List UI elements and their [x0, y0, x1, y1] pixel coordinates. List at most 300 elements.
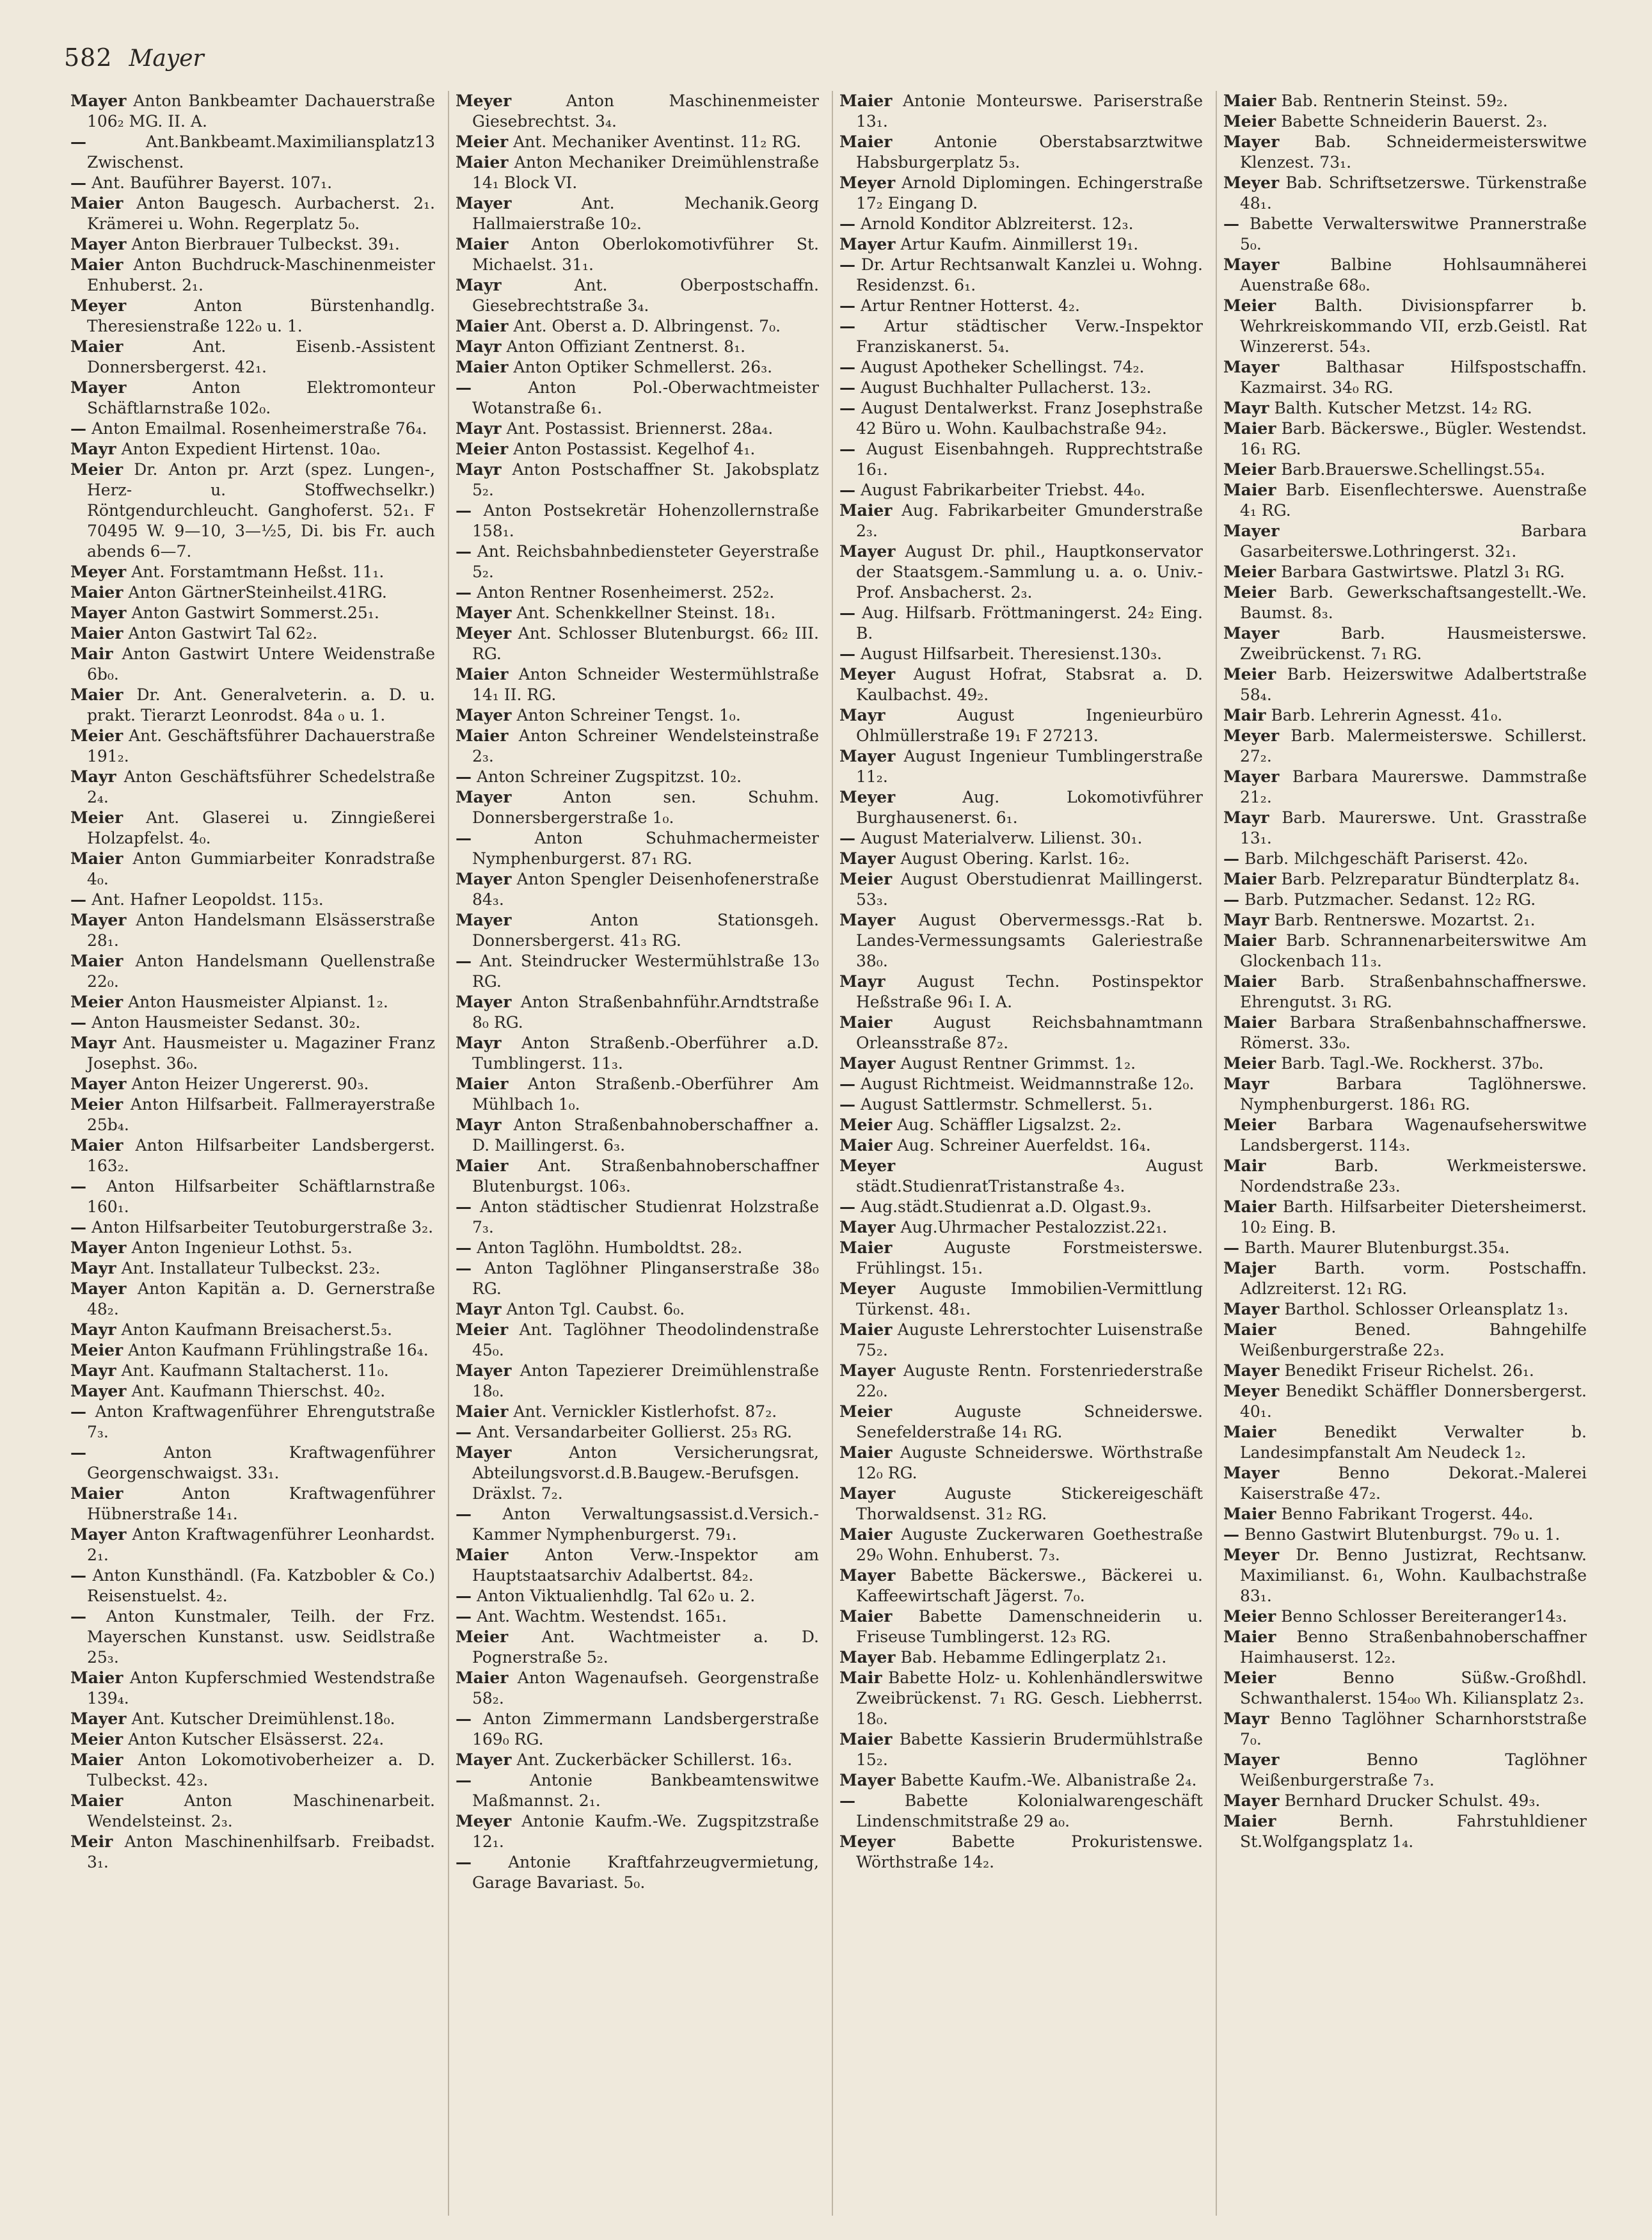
entry-surname: Mayer: [456, 788, 512, 806]
entry-text: Anton Stationsgeh. Donnersbergerst. 41₃ RG.: [472, 911, 819, 950]
entry-text: Ant. Oberpostschaffn. Giesebrechtstraße 3₄.: [472, 276, 820, 315]
directory-entry: [1223, 1381, 1587, 1422]
entry-surname: Mayer: [839, 911, 896, 929]
directory-entry: [456, 337, 819, 357]
entry-surname: —: [839, 1095, 855, 1114]
directory-entry: [1223, 1504, 1587, 1524]
entry-surname: Maier: [839, 1013, 893, 1032]
directory-entry: [1223, 890, 1587, 910]
directory-entry: [839, 1484, 1203, 1524]
entry-text: Bab. Schneidermeisterswitwe Klenzest. 73₁.: [1240, 132, 1587, 172]
entry-text: Ant. Kutscher Dreimühlenst.18₀.: [131, 1709, 395, 1728]
entry-text: Bernh. Fahrstuhldiener St.Wolfgangsplatz 1₄.: [1240, 1812, 1587, 1851]
entry-text: Ant. Zuckerbäcker Schillerst. 16₃.: [516, 1750, 793, 1769]
entry-text: Anton Offiziant Zentnerst. 8₁.: [506, 337, 746, 356]
entry-surname: Mayer: [70, 1382, 127, 1400]
entry-surname: —: [839, 296, 855, 315]
entry-text: Anton Schreiner Wendelsteinstraße 2₃.: [472, 726, 819, 765]
entry-surname: Mayer: [70, 604, 127, 622]
entry-surname: Mayr: [70, 1361, 116, 1380]
directory-entry: [70, 562, 435, 582]
directory-entry: [70, 808, 435, 849]
entry-text: August städt.StudienratTristanstraße 4₃.: [856, 1156, 1203, 1196]
directory-entry: [70, 1832, 435, 1873]
entry-text: Benno Fabrikant Trogerst. 44₀.: [1281, 1505, 1534, 1523]
entry-surname: Meier: [456, 1628, 509, 1646]
directory-entry: [456, 1709, 819, 1750]
directory-entry: [456, 1422, 819, 1443]
directory-entry: [70, 1258, 435, 1279]
entry-surname: Meyer: [70, 296, 127, 315]
entry-text: Aug. Fabrikarbeiter Gmunderstraße 2₃.: [856, 501, 1203, 540]
entry-surname: Mayer: [70, 911, 127, 929]
entry-surname: Mayr: [1223, 808, 1269, 827]
entry-surname: Maier: [456, 1546, 509, 1564]
entry-surname: Maier: [70, 1791, 123, 1810]
entry-text: Anton Hilfsarbeiter Landsbergerst. 163₂.: [87, 1136, 436, 1175]
entry-text: Artur Kaufm. Ainmillerst 19₁.: [900, 235, 1139, 253]
entry-text: Ant. Postassist. Briennerst. 28a₄.: [506, 419, 774, 438]
entry-text: Anton GärtnerSteinheilst.41RG.: [128, 583, 387, 602]
entry-surname: Mayer: [839, 1361, 896, 1380]
entry-text: Anton Postassist. Kegelhof 4₁.: [513, 440, 756, 458]
entry-surname: —: [70, 173, 86, 192]
entry-surname: —: [456, 952, 472, 970]
entry-surname: Mayer: [1223, 522, 1280, 540]
entry-surname: Meier: [1223, 460, 1276, 479]
directory-entry: [1223, 767, 1587, 808]
entry-text: Dr. Anton pr. Arzt (spez. Lungen-, Herz- u. Stoffwechselkr.) Röntgendurchleucht. Ganghoferst. 52₁. F 70495 W. 9—10, 3—½5, Di. bis Fr. auch abends 6—7.: [87, 460, 435, 561]
entry-text: Anton Straßenbahnführ.Arndtstraße 8₀ RG.: [472, 993, 819, 1032]
directory-entry: [456, 1033, 819, 1074]
entry-text: Anton Versicherungsrat, Abteilungsvorst.d.B.Baugew.-Berufsgen. Dräxlst. 7₂.: [472, 1443, 819, 1503]
entry-text: Aug. Schreiner Auerfeldst. 16₄.: [897, 1136, 1151, 1155]
directory-entry: [456, 1238, 819, 1258]
entry-surname: Mayer: [839, 1484, 896, 1503]
entry-surname: Meyer: [1223, 1546, 1280, 1564]
entry-surname: Mayer: [456, 1750, 512, 1769]
directory-entry: [839, 1606, 1203, 1647]
directory-entry: [456, 316, 819, 337]
entry-surname: Meier: [70, 726, 123, 745]
entry-surname: Meier: [839, 1402, 893, 1421]
entry-text: Ant. Hafner Leopoldst. 115₃.: [91, 890, 324, 909]
entry-text: Babette Holz- u. Kohlenhändlerswitwe Zweibrückenst. 7₁ RG. Gesch. Liebherrst. 18₀.: [856, 1668, 1203, 1728]
entry-text: Ant. Kaufmann Thierschst. 40₂.: [131, 1382, 386, 1400]
entry-text: Anton Taglöhner Plinganserstraße 38₀ RG.: [472, 1259, 820, 1298]
entry-surname: Maier: [839, 1443, 893, 1462]
directory-entry: [456, 869, 819, 910]
entry-surname: Maier: [839, 501, 893, 520]
entry-text: Aug. Hilfsarb. Fröttmaningerst. 24₂ Eing. B.: [856, 604, 1203, 643]
entry-text: August Buchhalter Pullacherst. 13₂.: [860, 378, 1152, 397]
directory-entry: [70, 378, 435, 419]
entry-surname: —: [70, 1218, 86, 1236]
entry-surname: Mayr: [839, 706, 886, 724]
entry-surname: —: [456, 1771, 472, 1789]
entry-surname: Meier: [1223, 296, 1276, 315]
directory-entry: [456, 787, 819, 828]
entry-text: Antonie Oberstabsarztwitwe Habsburgerplatz 5₃.: [856, 132, 1203, 172]
entry-text: Anton Gastwirt Tal 62₂.: [128, 624, 318, 643]
entry-surname: Meyer: [839, 665, 896, 684]
directory-entry: [839, 316, 1203, 357]
entry-surname: Mair: [1223, 706, 1266, 724]
directory-entry: [456, 767, 819, 787]
entry-surname: Meier: [1223, 1668, 1276, 1687]
entry-text: Anton Ingenieur Lothst. 5₃.: [131, 1238, 353, 1257]
directory-entry: [456, 1156, 819, 1197]
entry-text: Anton Hausmeister Sedanst. 30₂.: [91, 1013, 361, 1032]
entry-surname: Mayer: [839, 1054, 896, 1073]
directory-entry: [1223, 1422, 1587, 1463]
directory-entry: [456, 582, 819, 603]
entry-surname: Maier: [839, 132, 893, 151]
directory-entry: [1223, 1074, 1587, 1115]
entry-text: Ant. Wachtm. Westendst. 165₁.: [476, 1607, 727, 1626]
entry-text: Babette Verwalterswitwe Prannerstraße 5₀.: [1240, 214, 1587, 253]
entry-text: Balthasar Hilfspostschaffn. Kazmairst. 34₀ RG.: [1240, 358, 1587, 397]
entry-surname: —: [1223, 214, 1239, 233]
entry-surname: —: [839, 399, 855, 417]
entry-surname: —: [70, 419, 86, 438]
entry-text: Bab. Schriftsetzerswe. Türkenstraße 48₁.: [1240, 173, 1587, 212]
entry-text: Benno Süßw.-Großhdl. Schwanthalerst. 154₀₀ Wh. Kiliansplatz 2₃.: [1240, 1668, 1587, 1708]
entry-surname: Mayer: [70, 1709, 127, 1728]
entry-surname: —: [70, 1177, 86, 1196]
directory-entry: [839, 1402, 1203, 1443]
directory-entry: [839, 1217, 1203, 1238]
directory-entry: [1223, 1545, 1587, 1606]
entry-text: Anton Kunstmaler, Teilh. der Frz. Mayerschen Kunstanst. usw. Seidlstraße 25₃.: [87, 1607, 435, 1667]
entry-surname: Maier: [456, 726, 509, 745]
entry-surname: —: [70, 1607, 86, 1626]
entry-text: August Techn. Postinspektor Heßstraße 96₁ I. A.: [856, 972, 1203, 1011]
entry-surname: Mayer: [839, 1771, 896, 1789]
entry-text: Ant. Mechanik.Georg Hallmaierstraße 10₂.: [472, 194, 819, 233]
entry-text: Anton Buchdruck-Maschinenmeister Enhuberst. 2₁.: [87, 255, 436, 294]
entry-text: Ant. Wachtmeister a. D. Pognerstraße 5₂.: [472, 1628, 819, 1667]
directory-entry: [456, 234, 819, 275]
entry-text: Arnold Diplomingen. Echingerstraße 17₂ Eingang D.: [856, 173, 1203, 212]
entry-text: Anton Kaufmann Breisacherst.5₃.: [121, 1320, 392, 1339]
entry-surname: Maier: [1223, 1197, 1276, 1216]
entry-surname: Maier: [70, 952, 123, 970]
directory-entry: [70, 296, 435, 337]
entry-surname: Meyer: [1223, 726, 1280, 745]
entry-surname: Meier: [1223, 1054, 1276, 1073]
directory-entry: [839, 1443, 1203, 1484]
directory-entry: [1223, 132, 1587, 173]
entry-text: Ant. Straßenbahnoberschaffner Blutenburgst. 106₃.: [472, 1156, 820, 1196]
entry-text: Barb. Eisenflechterswe. Auenstraße 4₁ RG.: [1240, 481, 1587, 520]
directory-entry: [70, 1320, 435, 1340]
entry-surname: Mayr: [839, 972, 886, 991]
entry-surname: Maier: [1223, 1628, 1276, 1646]
directory-entry: [1223, 869, 1587, 890]
directory-entry: [456, 1606, 819, 1627]
entry-surname: Mayr: [70, 1034, 116, 1052]
entry-surname: Mayer: [70, 92, 127, 110]
entry-surname: Mayer: [1223, 132, 1280, 151]
entry-surname: —: [456, 1238, 472, 1257]
entry-surname: Meier: [70, 1341, 123, 1359]
directory-entry: [70, 91, 435, 132]
entry-surname: —: [839, 481, 855, 499]
entry-text: Barb. Putzmacher. Sedanst. 12₂ RG.: [1244, 890, 1536, 909]
directory-entry: [456, 910, 819, 951]
directory-entry: [1223, 91, 1587, 111]
directory-entry: [456, 1402, 819, 1422]
entry-surname: Mayer: [456, 870, 512, 888]
directory-entry: [70, 1361, 435, 1381]
entry-text: Antonie Kraftfahrzeugvermietung, Garage Bavariast. 5₀.: [472, 1853, 819, 1892]
entry-text: Ant. Forstamtmann Heßst. 11₁.: [131, 563, 385, 581]
entry-text: Aug.Uhrmacher Pestalozzist.22₁.: [900, 1218, 1168, 1236]
entry-text: Barb. Schrannenarbeiterswitwe Am Glockenbach 11₃.: [1240, 931, 1587, 970]
entry-text: Anton Bürstenhandlg. Theresienstraße 122₀ u. 1.: [87, 296, 435, 335]
entry-text: August Sattlermstr. Schmellerst. 5₁.: [860, 1095, 1153, 1114]
directory-entry: [839, 603, 1203, 644]
directory-entry: [456, 419, 819, 439]
entry-text: Anton Kunsthändl. (Fa. Katzbobler & Co.) Reisenstuelst. 4₂.: [87, 1566, 435, 1605]
entry-surname: Mayr: [70, 1320, 116, 1339]
entry-surname: —: [1223, 890, 1239, 909]
directory-entry: [70, 910, 435, 951]
directory-entry: [839, 644, 1203, 664]
directory-entry: [70, 460, 435, 562]
entry-surname: Meier: [70, 460, 123, 479]
directory-entry: [70, 644, 435, 685]
entry-text: Barbara Maurerswe. Dammstraße 21₂.: [1240, 767, 1587, 806]
entry-text: Arnold Konditor Ablzreiterst. 12₃.: [860, 214, 1134, 233]
directory-entry: [1223, 214, 1587, 255]
directory-entry: [456, 500, 819, 541]
entry-surname: Maier: [70, 685, 123, 704]
directory-entry: [70, 1750, 435, 1791]
directory-entry: [70, 890, 435, 910]
entry-surname: Mayer: [456, 1361, 512, 1380]
entry-text: Benno Taglöhner Weißenburgerstraße 7₃.: [1240, 1750, 1587, 1789]
entry-text: Anton Handelsmann Elsässerstraße 28₁.: [87, 911, 435, 950]
entry-surname: Meyer: [839, 788, 896, 806]
entry-surname: Meyer: [839, 1832, 896, 1851]
entry-text: Anton Postsekretär Hohenzollernstraße 158₁.: [472, 501, 819, 540]
entry-surname: Mayr: [456, 1116, 502, 1134]
directory-entry: [456, 1586, 819, 1606]
entry-surname: Mayer: [839, 1648, 896, 1667]
entry-surname: Maier: [456, 1156, 509, 1175]
entry-text: Anton Kraftwagenführer Ehrengutstraße 7₃.: [87, 1402, 435, 1441]
entry-text: Anton Schreiner Tengst. 1₀.: [516, 706, 741, 724]
entry-surname: Mayr: [456, 1300, 502, 1318]
directory-entry: [456, 664, 819, 705]
directory-entry: [70, 1402, 435, 1443]
entry-surname: Meier: [1223, 665, 1276, 684]
entry-text: August Fabrikarbeiter Triebst. 44₀.: [860, 481, 1146, 499]
entry-surname: Mayer: [1223, 1791, 1280, 1810]
entry-text: Barb. Milchgeschäft Pariserst. 42₀.: [1244, 849, 1529, 868]
entry-surname: Mayer: [456, 194, 512, 212]
entry-text: August Richtmeist. Weidmannstraße 12₀.: [860, 1075, 1195, 1093]
entry-surname: Mayer: [456, 706, 512, 724]
directory-entry: [839, 296, 1203, 316]
directory-entry: [839, 1770, 1203, 1791]
entry-text: Anton Schreiner Zugspitzst. 10₂.: [476, 767, 742, 786]
entry-surname: —: [839, 378, 855, 397]
directory-entry: [70, 1012, 435, 1033]
entry-surname: —: [1223, 1525, 1239, 1544]
entry-text: Ant. Reichsbahnbediensteter Geyerstraße 5₂.: [472, 542, 820, 581]
entry-surname: Mayer: [839, 1566, 896, 1585]
entry-surname: Meyer: [839, 1279, 896, 1298]
directory-entry: [839, 910, 1203, 972]
entry-text: Barb. Malermeisterswe. Schillerst. 27₂.: [1240, 726, 1587, 765]
entry-surname: Maier: [1223, 1812, 1276, 1830]
entry-text: Barth. Hilfsarbeiter Dietersheimerst. 10₂ Eing. B.: [1240, 1197, 1587, 1236]
directory-entry: [456, 603, 819, 623]
directory-entry: [456, 439, 819, 460]
entry-surname: Maier: [456, 358, 509, 376]
entry-text: Bab. Rentnerin Steinst. 59₂.: [1281, 92, 1508, 110]
entry-text: Ant. Versandarbeiter Gollierst. 25₃ RG.: [476, 1423, 792, 1441]
entry-surname: Maier: [1223, 1423, 1276, 1441]
entry-text: August Dr. phil., Hauptkonservator der Staatsgem.-Sammlung u. a. o. Univ.-Prof. Ansbacherst. 2₃.: [856, 542, 1203, 602]
directory-entry: [839, 541, 1203, 603]
entry-text: Bernhard Drucker Schulst. 49₃.: [1284, 1791, 1541, 1810]
entry-surname: Maier: [1223, 870, 1276, 888]
entry-text: Dr. Benno Justizrat, Rechtsanw. Maximilianst. 6₁, Wohn. Kaulbachstraße 83₁.: [1240, 1546, 1587, 1605]
entry-text: Anton Hausmeister Alpianst. 1₂.: [128, 993, 388, 1011]
directory-entry: [70, 685, 435, 726]
directory-entry: [1223, 1524, 1587, 1545]
directory-entry: [456, 1197, 819, 1238]
entry-surname: —: [456, 501, 472, 520]
entry-surname: Maier: [456, 665, 509, 684]
entry-text: Anton städtischer Studienrat Holzstraße 7₃.: [472, 1197, 820, 1236]
entry-text: Ant. Taglöhner Theodolindenstraße 45₀.: [472, 1320, 819, 1359]
directory-entry: [1223, 726, 1587, 767]
directory-entry: [456, 193, 819, 234]
entry-text: Barb. Bäckerswe., Bügler. Westendst. 16₁ RG.: [1240, 419, 1587, 458]
entry-text: Anton Kaufmann Frühlingstraße 16₄.: [128, 1341, 429, 1359]
entry-text: Anton Tapezierer Dreimühlenstraße 18₀.: [472, 1361, 820, 1400]
entry-text: Barb. Tagl.-We. Rockherst. 37b₀.: [1281, 1054, 1544, 1073]
directory-columns: [64, 91, 1593, 2216]
entry-surname: Mayr: [1223, 399, 1269, 417]
directory-entry: [1223, 931, 1587, 972]
directory-entry: [456, 1320, 819, 1361]
directory-entry: [839, 378, 1203, 398]
entry-surname: —: [456, 1587, 472, 1605]
entry-text: Anton Straßenb.-Oberführer a.D. Tumblingerst. 11₃.: [472, 1034, 819, 1073]
entry-text: Anton Maschinenhilfsarb. Freibadst. 3₁.: [87, 1832, 435, 1871]
directory-entry: [70, 1524, 435, 1565]
entry-text: Anton Pol.-Oberwachtmeister Wotanstraße 6₁.: [472, 378, 819, 417]
directory-entry: [456, 1504, 819, 1545]
entry-surname: Mayer: [1223, 1750, 1280, 1769]
entry-surname: Mayer: [839, 542, 896, 561]
entry-text: Ant. Schenkkellner Steinst. 18₁.: [516, 604, 776, 622]
entry-surname: —: [839, 604, 855, 622]
directory-entry: [839, 1053, 1203, 1074]
entry-surname: Maier: [70, 1136, 123, 1155]
directory-entry: [839, 1238, 1203, 1279]
directory-entry: [839, 1668, 1203, 1729]
entry-surname: —: [839, 317, 855, 335]
entry-surname: Mayer: [839, 747, 896, 765]
directory-entry: [1223, 1258, 1587, 1299]
entry-text: August Obering. Karlst. 16₂.: [900, 849, 1130, 868]
entry-surname: —: [456, 767, 472, 786]
directory-entry: [70, 1176, 435, 1217]
entry-text: Anton Hilfsarbeiter Teutoburgerstraße 3₂.: [91, 1218, 434, 1236]
directory-entry: [456, 1627, 819, 1668]
directory-entry: [70, 255, 435, 296]
entry-text: Anton Baugesch. Aurbacherst. 2₁. Krämerei u. Wohn. Regerplatz 5₀.: [87, 194, 436, 233]
entry-text: Anton Straßenb.-Oberführer Am Mühlbach 1₀.: [472, 1075, 819, 1114]
directory-entry: [1223, 1115, 1587, 1156]
entry-text: Benno Gastwirt Blutenburgst. 79₀ u. 1.: [1244, 1525, 1561, 1544]
entry-surname: Meier: [70, 808, 123, 827]
directory-entry: [70, 849, 435, 890]
entry-text: Auguste Stickereigeschäft Thorwaldsenst. 31₂ RG.: [856, 1484, 1203, 1523]
entry-surname: Meyer: [70, 563, 127, 581]
entry-text: Ant. Oberst a. D. Albringenst. 7₀.: [513, 317, 781, 335]
entry-surname: —: [839, 829, 855, 847]
directory-entry: [70, 992, 435, 1012]
entry-text: August Dentalwerkst. Franz Josephstraße 42 Büro u. Wohn. Kaulbachstraße 94₂.: [856, 399, 1203, 438]
entry-surname: —: [456, 1197, 472, 1216]
directory-entry: [839, 214, 1203, 234]
entry-text: Dr. Ant. Generalveterin. a. D. u. prakt. Tierarzt Leonrodst. 84a ₀ u. 1.: [87, 685, 436, 724]
entry-text: Anton Hilfsarbeit. Fallmerayerstraße 25b₄.: [87, 1095, 435, 1134]
entry-surname: Mayer: [70, 1238, 127, 1257]
entry-text: August Apotheker Schellingst. 74₂.: [860, 358, 1145, 376]
entry-surname: Mayr: [1223, 911, 1269, 929]
entry-surname: Mayr: [70, 767, 116, 786]
entry-surname: —: [70, 1566, 86, 1585]
directory-entry: [839, 1729, 1203, 1770]
entry-surname: Mayr: [456, 337, 502, 356]
directory-entry: [70, 951, 435, 992]
entry-surname: Meier: [1223, 563, 1276, 581]
directory-entry: [456, 152, 819, 193]
entry-surname: Mayer: [70, 235, 127, 253]
directory-entry: [839, 1361, 1203, 1402]
directory-entry: [1223, 562, 1587, 582]
entry-text: Barb. Gewerkschaftsangestellt.-We. Baumst. 8₃.: [1240, 583, 1587, 622]
entry-text: Antonie Bankbeamtenswitwe Maßmannst. 2₁.: [472, 1771, 820, 1810]
entry-text: Anton Rentner Rosenheimerst. 252₂.: [476, 583, 775, 602]
directory-entry: [1223, 1053, 1587, 1074]
entry-text: Anton Zimmermann Landsbergerstraße 169₀ RG.: [472, 1709, 819, 1748]
directory-entry: [456, 1258, 819, 1299]
entry-text: Benno Dekorat.-Malerei Kaiserstraße 47₂.: [1240, 1464, 1587, 1503]
entry-surname: —: [456, 378, 472, 397]
column-3: [832, 91, 1209, 2216]
entry-surname: Meyer: [1223, 1382, 1280, 1400]
entry-surname: Mayr: [456, 419, 502, 438]
directory-entry: [70, 1217, 435, 1238]
entry-surname: —: [70, 1013, 86, 1032]
entry-surname: Mayer: [70, 1525, 127, 1544]
entry-text: Anton Kraftwagenführer Hübnerstraße 14₁.: [87, 1484, 435, 1523]
entry-text: Anton Spengler Deisenhofenerstraße 84₃.: [472, 870, 819, 909]
entry-surname: Maier: [1223, 1320, 1276, 1339]
entry-surname: —: [839, 440, 855, 458]
entry-text: Babette Bäckerswe., Bäckerei u. Kaffeewirtschaft Jägerst. 7₀.: [856, 1566, 1203, 1605]
